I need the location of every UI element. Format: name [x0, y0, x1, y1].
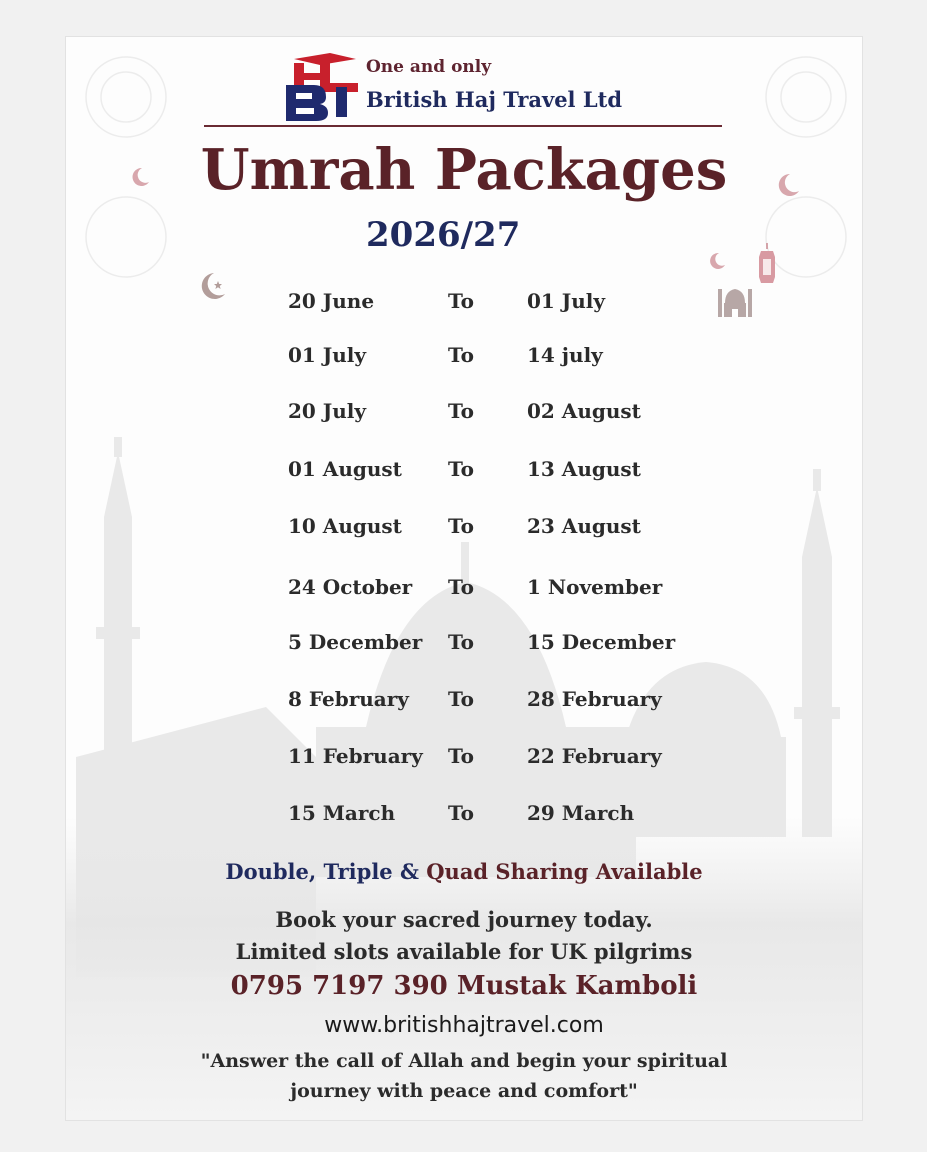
date-separator: To — [448, 687, 474, 711]
website-link[interactable]: www.britishhajtravel.com — [324, 1013, 604, 1038]
booking-line-1: Book your sacred journey today. — [275, 907, 653, 932]
date-row — [66, 630, 862, 660]
header-divider — [204, 125, 722, 127]
sharing-amp: & — [392, 859, 427, 884]
sharing-part2: Quad Sharing Available — [426, 859, 703, 884]
sharing-options — [66, 859, 862, 884]
date-row — [66, 343, 862, 373]
contact-phone[interactable]: 0795 7197 390 Mustak Kamboli — [230, 971, 698, 1001]
date-end: 28 February — [527, 687, 662, 711]
booking-message — [66, 904, 862, 968]
date-separator: To — [448, 744, 474, 768]
date-end: 23 August — [527, 514, 641, 538]
date-start: 5 December — [288, 630, 423, 654]
date-separator: To — [448, 575, 474, 599]
date-start: 24 October — [288, 575, 413, 599]
date-end: 22 February — [527, 744, 662, 768]
date-start: 8 February — [288, 687, 409, 711]
date-start: 11 February — [288, 744, 423, 768]
date-start: 01 July — [288, 343, 367, 367]
quote-line-2: journey with peace and comfort" — [290, 1080, 638, 1102]
date-end: 1 November — [527, 575, 663, 599]
date-row — [66, 399, 862, 429]
company-name: British Haj Travel Ltd — [366, 87, 622, 112]
date-row — [66, 801, 862, 831]
company-tagline: One and only — [366, 57, 492, 77]
date-end: 14 july — [527, 343, 603, 367]
date-row — [66, 744, 862, 774]
date-start: 20 July — [288, 399, 367, 423]
date-start: 10 August — [288, 514, 402, 538]
date-end: 15 December — [527, 630, 676, 654]
date-end: 13 August — [527, 457, 641, 481]
date-start: 20 June — [288, 289, 375, 313]
date-separator: To — [448, 289, 474, 313]
lantern-icon — [756, 243, 778, 287]
date-separator: To — [448, 630, 474, 654]
date-row — [66, 687, 862, 717]
date-row — [66, 289, 862, 319]
date-start: 01 August — [288, 457, 402, 481]
date-end: 01 July — [527, 289, 606, 313]
date-end: 29 March — [527, 801, 635, 825]
quote-line-1: "Answer the call of Allah and begin your spiritual — [200, 1050, 728, 1072]
date-separator: To — [448, 457, 474, 481]
date-row — [66, 457, 862, 487]
date-separator: To — [448, 514, 474, 538]
date-row — [66, 514, 862, 544]
quote — [66, 1046, 862, 1106]
sharing-part1: Double, Triple — [225, 859, 393, 884]
date-separator: To — [448, 343, 474, 367]
date-start: 15 March — [288, 801, 396, 825]
bht-logo-icon — [284, 49, 362, 123]
booking-line-2: Limited slots available for UK pilgrims — [235, 939, 693, 964]
flyer — [66, 37, 862, 1120]
crescent-moon-icon — [708, 251, 728, 271]
package-year: 2026/27 — [366, 215, 521, 255]
date-separator: To — [448, 801, 474, 825]
date-separator: To — [448, 399, 474, 423]
page-title: Umrah Packages — [200, 137, 728, 203]
date-row — [66, 575, 862, 605]
date-end: 02 August — [527, 399, 641, 423]
